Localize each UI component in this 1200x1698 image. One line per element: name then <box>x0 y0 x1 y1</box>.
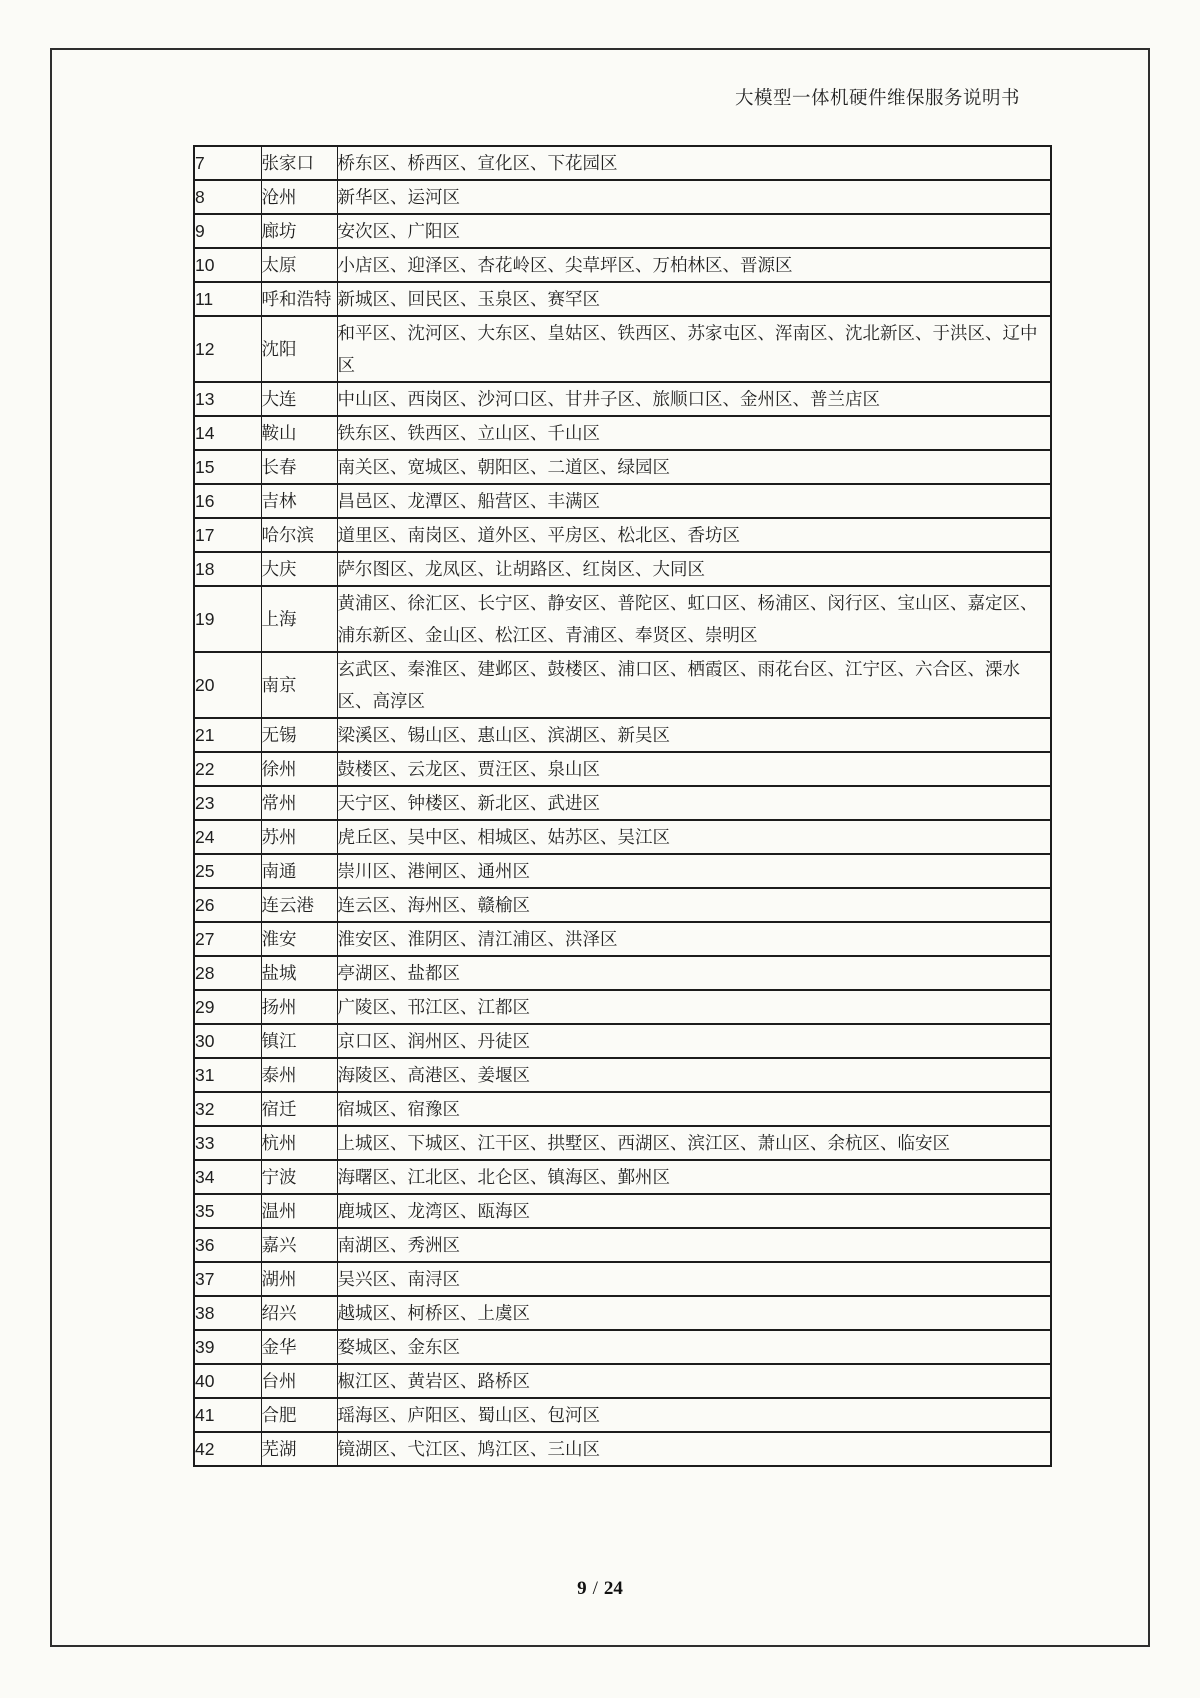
district-list: 虎丘区、吴中区、相城区、姑苏区、吴江区 <box>337 820 1051 854</box>
table-row <box>194 484 1051 518</box>
district-list: 宿城区、宿豫区 <box>337 1092 1051 1126</box>
city-name: 张家口 <box>261 146 337 180</box>
district-list: 鹿城区、龙湾区、瓯海区 <box>337 1194 1051 1228</box>
city-name: 宿迁 <box>261 1092 337 1126</box>
row-number: 20 <box>194 652 261 718</box>
district-list: 南关区、宽城区、朝阳区、二道区、绿园区 <box>337 450 1051 484</box>
row-number: 23 <box>194 786 261 820</box>
row-number: 39 <box>194 1330 261 1364</box>
city-name: 无锡 <box>261 718 337 752</box>
table-row <box>194 752 1051 786</box>
city-name: 吉林 <box>261 484 337 518</box>
city-name: 呼和浩特 <box>261 282 337 316</box>
district-list: 椒江区、黄岩区、路桥区 <box>337 1364 1051 1398</box>
row-number: 25 <box>194 854 261 888</box>
row-number: 11 <box>194 282 261 316</box>
table-row <box>194 552 1051 586</box>
table-row <box>194 1432 1051 1466</box>
district-list: 新华区、运河区 <box>337 180 1051 214</box>
table-row <box>194 1126 1051 1160</box>
city-name: 连云港 <box>261 888 337 922</box>
district-list: 铁东区、铁西区、立山区、千山区 <box>337 416 1051 450</box>
table-row <box>194 1364 1051 1398</box>
city-name: 廊坊 <box>261 214 337 248</box>
city-name: 杭州 <box>261 1126 337 1160</box>
row-number: 12 <box>194 316 261 382</box>
row-number: 15 <box>194 450 261 484</box>
district-list: 新城区、回民区、玉泉区、赛罕区 <box>337 282 1051 316</box>
district-list: 海曙区、江北区、北仑区、镇海区、鄞州区 <box>337 1160 1051 1194</box>
city-name: 徐州 <box>261 752 337 786</box>
district-list: 中山区、西岗区、沙河口区、甘井子区、旅顺口区、金州区、普兰店区 <box>337 382 1051 416</box>
row-number: 26 <box>194 888 261 922</box>
row-number: 40 <box>194 1364 261 1398</box>
header-title: 大模型一体机硬件维保服务说明书 <box>734 89 1020 109</box>
table-row <box>194 1296 1051 1330</box>
table-row <box>194 518 1051 552</box>
district-list: 镜湖区、弋江区、鸠江区、三山区 <box>337 1432 1051 1466</box>
district-list: 萨尔图区、龙凤区、让胡路区、红岗区、大同区 <box>337 552 1051 586</box>
row-number: 33 <box>194 1126 261 1160</box>
row-number: 28 <box>194 956 261 990</box>
row-number: 41 <box>194 1398 261 1432</box>
district-list: 道里区、南岗区、道外区、平房区、松北区、香坊区 <box>337 518 1051 552</box>
district-list: 鼓楼区、云龙区、贾汪区、泉山区 <box>337 752 1051 786</box>
table-row <box>194 1330 1051 1364</box>
city-name: 南通 <box>261 854 337 888</box>
row-number: 9 <box>194 214 261 248</box>
city-name: 芜湖 <box>261 1432 337 1466</box>
row-number: 17 <box>194 518 261 552</box>
city-name: 长春 <box>261 450 337 484</box>
district-list: 亭湖区、盐都区 <box>337 956 1051 990</box>
district-list: 婺城区、金东区 <box>337 1330 1051 1364</box>
city-name: 南京 <box>261 652 337 718</box>
row-number: 29 <box>194 990 261 1024</box>
table-row <box>194 786 1051 820</box>
table-row <box>194 652 1051 718</box>
district-list: 安次区、广阳区 <box>337 214 1051 248</box>
page-number-separator: / <box>592 1578 598 1599</box>
city-name: 沧州 <box>261 180 337 214</box>
district-list: 黄浦区、徐汇区、长宁区、静安区、普陀区、虹口区、杨浦区、闵行区、宝山区、嘉定区、浦东新区、金山区、松江区、青浦区、奉贤区、崇明区 <box>337 586 1051 652</box>
row-number: 10 <box>194 248 261 282</box>
city-name: 镇江 <box>261 1024 337 1058</box>
district-list: 连云区、海州区、赣榆区 <box>337 888 1051 922</box>
city-name: 上海 <box>261 586 337 652</box>
table-row <box>194 1024 1051 1058</box>
row-number: 18 <box>194 552 261 586</box>
district-list: 桥东区、桥西区、宣化区、下花园区 <box>337 146 1051 180</box>
table-row <box>194 1398 1051 1432</box>
row-number: 37 <box>194 1262 261 1296</box>
table-row <box>194 990 1051 1024</box>
city-name: 大连 <box>261 382 337 416</box>
row-number: 16 <box>194 484 261 518</box>
table-row <box>194 316 1051 382</box>
district-list: 吴兴区、南浔区 <box>337 1262 1051 1296</box>
district-list: 上城区、下城区、江干区、拱墅区、西湖区、滨江区、萧山区、余杭区、临安区 <box>337 1126 1051 1160</box>
district-list: 瑶海区、庐阳区、蜀山区、包河区 <box>337 1398 1051 1432</box>
district-list: 和平区、沈河区、大东区、皇姑区、铁西区、苏家屯区、浑南区、沈北新区、于洪区、辽中区 <box>337 316 1051 382</box>
city-name: 绍兴 <box>261 1296 337 1330</box>
city-name: 淮安 <box>261 922 337 956</box>
city-name: 大庆 <box>261 552 337 586</box>
district-list: 南湖区、秀洲区 <box>337 1228 1051 1262</box>
row-number: 22 <box>194 752 261 786</box>
table-row <box>194 1262 1051 1296</box>
city-name: 沈阳 <box>261 316 337 382</box>
district-list: 昌邑区、龙潭区、船营区、丰满区 <box>337 484 1051 518</box>
table-row <box>194 1160 1051 1194</box>
district-list: 广陵区、邗江区、江都区 <box>337 990 1051 1024</box>
page-number-total: 24 <box>603 1578 623 1599</box>
table-row <box>194 586 1051 652</box>
row-number: 13 <box>194 382 261 416</box>
district-list: 海陵区、高港区、姜堰区 <box>337 1058 1051 1092</box>
city-name: 合肥 <box>261 1398 337 1432</box>
table-row <box>194 146 1051 180</box>
district-list: 越城区、柯桥区、上虞区 <box>337 1296 1051 1330</box>
row-number: 31 <box>194 1058 261 1092</box>
city-name: 泰州 <box>261 1058 337 1092</box>
city-name: 台州 <box>261 1364 337 1398</box>
table-row <box>194 382 1051 416</box>
city-name: 鞍山 <box>261 416 337 450</box>
table-row <box>194 1092 1051 1126</box>
row-number: 30 <box>194 1024 261 1058</box>
table-row <box>194 282 1051 316</box>
row-number: 36 <box>194 1228 261 1262</box>
row-number: 24 <box>194 820 261 854</box>
page-header <box>0 84 1020 110</box>
table-row <box>194 1194 1051 1228</box>
city-name: 湖州 <box>261 1262 337 1296</box>
district-list: 崇川区、港闸区、通州区 <box>337 854 1051 888</box>
city-name: 太原 <box>261 248 337 282</box>
city-name: 宁波 <box>261 1160 337 1194</box>
city-name: 苏州 <box>261 820 337 854</box>
row-number: 21 <box>194 718 261 752</box>
row-number: 14 <box>194 416 261 450</box>
district-list: 京口区、润州区、丹徒区 <box>337 1024 1051 1058</box>
district-list: 天宁区、钟楼区、新北区、武进区 <box>337 786 1051 820</box>
city-name: 盐城 <box>261 956 337 990</box>
page-number-current: 9 <box>577 1578 587 1599</box>
district-list: 淮安区、淮阴区、清江浦区、洪泽区 <box>337 922 1051 956</box>
table-row <box>194 1228 1051 1262</box>
row-number: 7 <box>194 146 261 180</box>
row-number: 38 <box>194 1296 261 1330</box>
city-name: 金华 <box>261 1330 337 1364</box>
row-number: 42 <box>194 1432 261 1466</box>
table-row <box>194 820 1051 854</box>
row-number: 8 <box>194 180 261 214</box>
table-row <box>194 718 1051 752</box>
city-name: 温州 <box>261 1194 337 1228</box>
table-row <box>194 180 1051 214</box>
table-row <box>194 416 1051 450</box>
table-row <box>194 854 1051 888</box>
city-name: 哈尔滨 <box>261 518 337 552</box>
table-row <box>194 248 1051 282</box>
table-row <box>194 1058 1051 1092</box>
district-list: 梁溪区、锡山区、惠山区、滨湖区、新吴区 <box>337 718 1051 752</box>
row-number: 19 <box>194 586 261 652</box>
table-row <box>194 956 1051 990</box>
row-number: 34 <box>194 1160 261 1194</box>
city-districts-table <box>193 145 1052 1467</box>
table-row <box>194 888 1051 922</box>
row-number: 27 <box>194 922 261 956</box>
table-row <box>194 450 1051 484</box>
table-row <box>194 214 1051 248</box>
row-number: 32 <box>194 1092 261 1126</box>
city-name: 嘉兴 <box>261 1228 337 1262</box>
district-list: 小店区、迎泽区、杏花岭区、尖草坪区、万柏林区、晋源区 <box>337 248 1051 282</box>
page-footer <box>0 1578 1200 1600</box>
city-name: 扬州 <box>261 990 337 1024</box>
table-row <box>194 922 1051 956</box>
row-number: 35 <box>194 1194 261 1228</box>
district-list: 玄武区、秦淮区、建邺区、鼓楼区、浦口区、栖霞区、雨花台区、江宁区、六合区、溧水区、高淳区 <box>337 652 1051 718</box>
city-name: 常州 <box>261 786 337 820</box>
